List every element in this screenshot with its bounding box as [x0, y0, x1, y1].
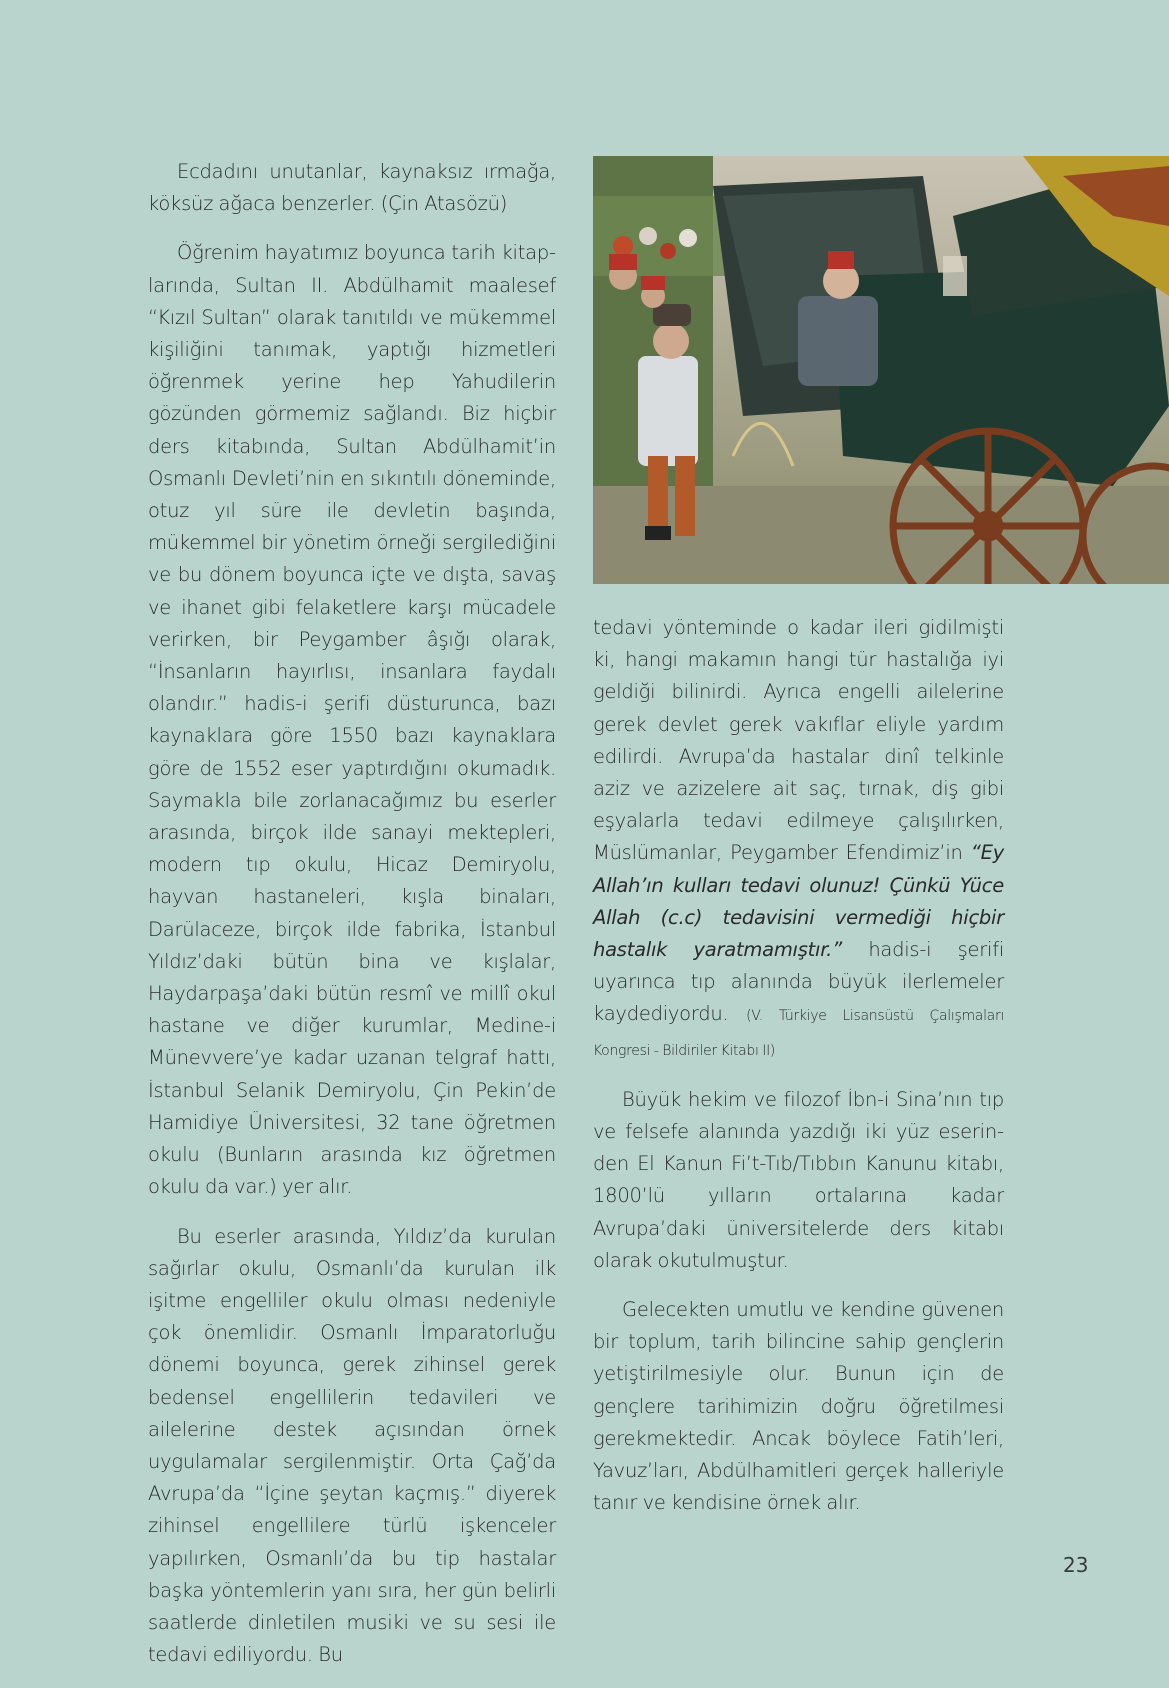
treatment-text-start: tedavi yönteminde o kadar ileri gidilmişti ki, hangi makamın hangi tür hastalığa iyi geldiği bilinirdi. Ayrıca engelli ailelerine gerek devlet gerek vakıflar eliyle yardım edilirdi. Avrupa’da hastalar dinî telkinle aziz ve azizelere ait saç, tırnak, diş gibi eşyalarla tedavi edilmeye çalışılırken, Müslümanlar, Peygamber Efendimiz’in: [593, 616, 1004, 865]
paragraph-treatment-methods: [593, 612, 1004, 1067]
left-text-column: [148, 156, 556, 1688]
paragraph-deaf-school: Bu eserler arasında, Yıldız’da kurulan sağırlar okulu, Osmanlı’da kurulan ilk işitme engelliler okulu olması nedeniyle çok önemlidir. Osmanlı İmparatorluğu dönemi boyunca, gerek zihinsel gerek bedensel engellilerin tedavileri ve ailelerine destek açısından örnek uygulamalar sergilenmiştir. Orta Çağ’da Avrupa’da “İçine şeytan kaçmış.” diyerek zihinsel engellilere türlü işkenceler yapılırken, Osmanlı’da bu tip hastalar başka yöntemlerin yanı sıra, her gün belirli saatlerde dinletilen musiki ve su sesi ile tedavi ediliyordu. Bu: [148, 1224, 556, 1667]
proverb-paragraph: Ecdadını unutanlar, kaynaksız ırmağa, köksüz ağaca benzerler. (Çin Atasözü): [148, 160, 556, 216]
paragraph-abdulhamit-works: Öğrenim hayatımız boyunca tarih kitaplarında, Sultan II. Abdülhamit maalesef “Kızıl Sultan” olarak tanıtıldı ve mükemmel kişiliğini tanımak, yaptığı hizmetleri öğrenmek yerine hep Yahudilerin gözünden görmemiz sağlandı. Biz hiçbir ders kitabında, Sultan Abdülhamit’in Osmanlı Devleti’nin en sıkıntılı döneminde, otuz yıl süre ile devletin başında, mükemmel bir yönetim örneği sergilediğini ve bu dönem boyunca içte ve dışta, savaş ve ihanet gibi felaketlere karşı mücadele verirken, bir Peygamber âşığı olarak, “İnsanların hayırlısı, insanlara faydalı olandır.” hadis-i şerifi düsturunca, bazı kaynaklara göre 1550 bazı kaynaklara göre de 1552 eser yaptırdığını okumadık. Saymakla bile zorlanacağımız bu eserler arasında, birçok ilde sanayi mektepleri, modern tıp okulu, Hicaz Demiryolu, hayvan hastaneleri, kışla binaları, Darülaceze, birçok ilde fabrika, İstanbul Yıldız’daki bütün bina ve kışlalar, Haydarpaşa’daki bütün resmî ve millî okul hastane ve diğer kurumlar, Medine-i Münevvere’ye kadar uzanan telgraf hattı, İstanbul Selanik Demiryolu, Çin Pekin’de Hamidiye Üniversitesi, 32 tane öğretmen okulu (Bunların arasında kız öğretmen okulu da var.) yer alır.: [148, 241, 556, 1199]
carriage-photo: [593, 156, 1169, 584]
carriage-illustration: [593, 156, 1169, 584]
citation: (V. Türkiye Lisansüstü Çalışmaları Kongresi - Bildiriler Kitabı II): [593, 1008, 1004, 1059]
page-number: 23: [1063, 1553, 1089, 1577]
paragraph-future: Gelecekten umutlu ve kendine güvenen bir toplum, tarih bilincine sahip gençlerin yetiştirilmesiyle olur. Bunun için de gençlere tarihimizin doğru öğretilmesi gerekmektedir. Ancak böylece Fatih’leri, Yavuz’ları, Abdülhamitleri gerçek halleriyle tanır ve kendisine örnek alır.: [593, 1298, 1004, 1515]
right-text-column: [593, 612, 1004, 1536]
treatment-text-end: hadis-i şerifi uyarınca tıp alanında büyük ilerlemeler kaydediyordu.: [593, 938, 1004, 1026]
hadith-quote: “Ey Allah’ın kulları tedavi olunuz! Çünkü Yüce Allah (c.c) tedavisini vermediği hiçbir hastalık yaratmamıştır.”: [593, 841, 1004, 962]
paragraph-ibn-sina: Büyük hekim ve filozof İbn-i Sina’nın tıp ve felsefe alanında yazdığı iki yüz eserinden El Kanun Fi’t-Tıb/Tıbbın Kanunu kitabı, 1800’lü yılların ortalarına kadar Avrupa’daki üniversitelerde ders kitabı olarak okutulmuştur.: [593, 1087, 1004, 1272]
